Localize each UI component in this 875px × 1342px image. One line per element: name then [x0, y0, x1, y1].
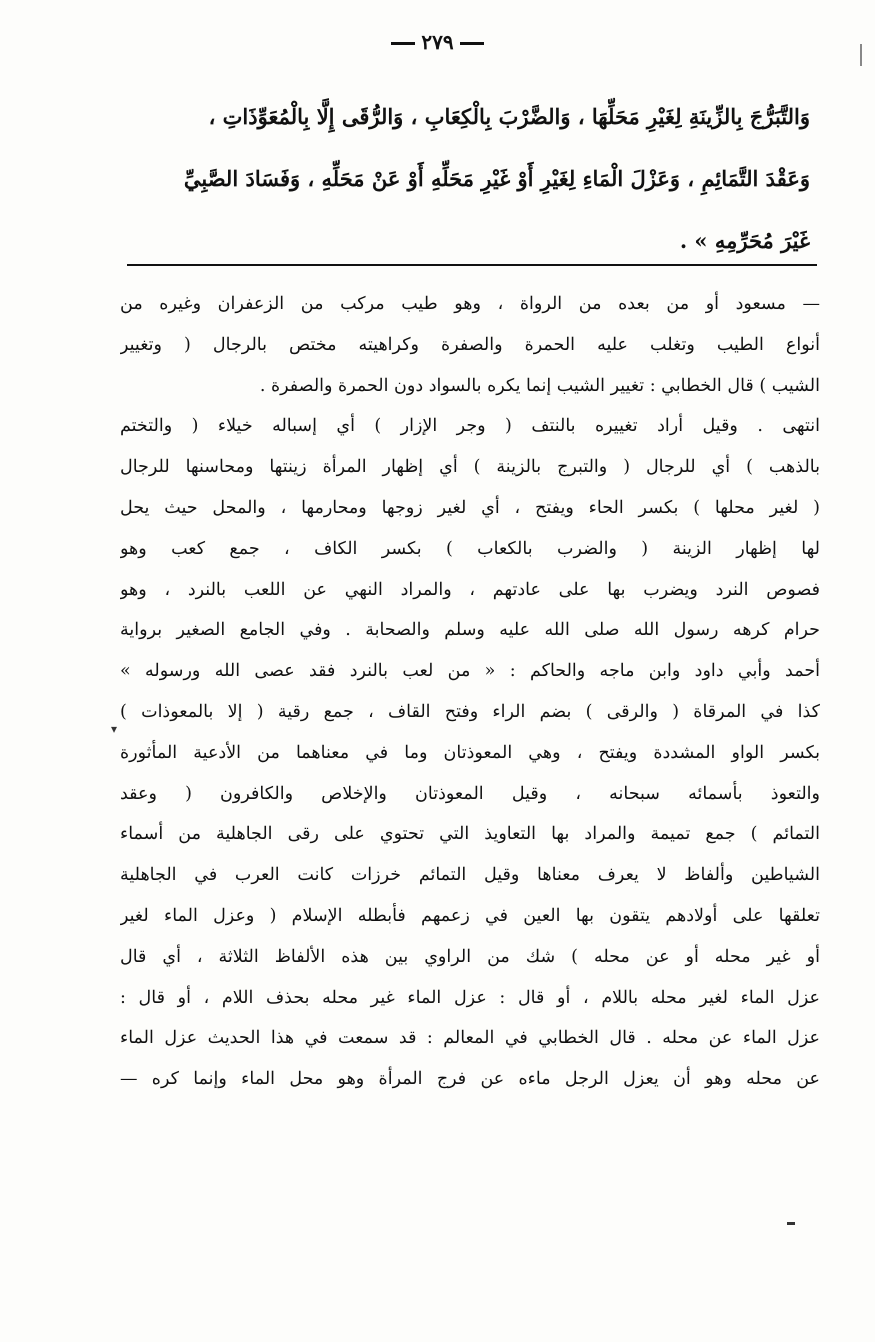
- page-number-header: [0, 30, 875, 54]
- commentary-line: حرام كرهه رسول الله صلى الله عليه وسلم والصحابة . وفي الجامع الصغير برواية: [120, 620, 820, 641]
- commentary-line: تعلقها على أولادهم يتقون بها العين في زعمهم فأبطله الإسلام ( وعزل الماء لغير: [120, 905, 820, 926]
- commentary-line: بالذهب ) أي للرجال ( والتبرج بالزينة ) أي إظهار المرأة زينتها ومحاسنها للرجال: [120, 457, 820, 478]
- margin-mark: [787, 1222, 795, 1225]
- commentary-line: ( لغير محلها ) بكسر الحاء ويفتح ، أي لغير زوجها ومحارمها ، والمحل حيث يحل: [120, 497, 820, 518]
- commentary-line: أحمد وأبي داود وابن ماجه والحاكم : « من لعب بالنرد فقد عصى الله ورسوله »: [120, 661, 820, 682]
- commentary-line: بكسر الواو المشددة ويفتح ، وهي المعوذتان وما في معناهما من الأدعية المأثورة: [120, 742, 820, 763]
- margin-mark: [860, 44, 862, 66]
- commentary-text: [120, 284, 820, 1100]
- commentary-line: عن محله وهو أن يعزل الرجل ماءه عن فرج المرأة وهو محل الماء وإنما كره —: [120, 1069, 820, 1090]
- commentary-line: أنواع الطيب وتغلب عليه الحمرة والصفرة وكراهيته مختص بالرجال ( وتغيير: [120, 334, 820, 355]
- commentary-line: الشياطين وألفاظ لا يعرف معناها وقيل التمائم خرزات كانت العرب في الجاهلية: [120, 865, 820, 886]
- page-number-dash-right: [460, 42, 484, 45]
- page-number-dash-left: [391, 42, 415, 45]
- hadith-text: [100, 86, 810, 272]
- commentary-line: أو غير محله أو عن محله ) شك من الراوي بين هذه الألفاظ الثلاثة ، أي قال: [120, 946, 820, 967]
- hadith-line: وَالتَّبَرُّجَ بِالزِّينَةِ لِغَيْرِ مَحَلِّهَا ، وَالضَّرْبَ بِالْكِعَابِ ، وَالرُّقَى إِلَّا بِالْمُعَوِّذَاتِ ،: [208, 104, 810, 129]
- margin-dot: ▾: [111, 722, 118, 736]
- commentary-line: عزل الماء لغير محله باللام ، أو قال : عزل الماء غير محله بحذف اللام ، أو قال :: [120, 987, 820, 1008]
- commentary-line: كذا في المرقاة ( والرقى ) بضم الراء وفتح القاف ، جمع رقية ( إلا بالمعوذات ): [120, 701, 820, 722]
- hadith-line: وَعَقْدَ التَّمَائِمِ ، وَعَزْلَ الْمَاءِ لِغَيْرِ أَوْ غَيْرِ مَحَلِّهِ أَوْ عَنْ مَحَلِّهِ ، وَفَسَادَ الصَّبِيِّ: [183, 166, 810, 191]
- commentary-line: لها إظهار الزينة ( والضرب بالكعاب ) بكسر الكاف ، جمع كعب وهو: [120, 538, 820, 559]
- commentary-line: انتهى . وقيل أراد تغييره بالنتف ( وجر الإزار ) أي إسباله خيلاء ( والتختم: [120, 416, 820, 437]
- commentary-line: عزل الماء عن محله . قال الخطابي في المعالم : قد سمعت في هذا الحديث عزل الماء: [120, 1028, 820, 1049]
- commentary-line: — مسعود أو من بعده من الرواة ، وهو طيب مركب من الزعفران وغيره من: [120, 294, 820, 314]
- commentary-line: فصوص النرد ويضرب بها على عادتهم ، والمراد النهي عن اللعب بالنرد ، وهو: [120, 579, 820, 600]
- page-number: ٢٧٩: [421, 30, 454, 54]
- commentary-line: والتعوذ بأسمائه سبحانه ، وقيل المعوذتان والإخلاص والكافرون ( وعقد: [120, 783, 820, 804]
- commentary-line: التمائم ) جمع تميمة والمراد بها التعاويذ التي تحتوي على رقى الجاهلية من أسماء: [120, 824, 820, 845]
- commentary-line: الشيب ) قال الخطابي : تغيير الشيب إنما يكره بالسواد دون الحمرة والصفرة .: [259, 375, 820, 396]
- hadith-line: غَيْرَ مُحَرِّمِهِ » .: [679, 228, 810, 253]
- separator-rule: [127, 264, 817, 266]
